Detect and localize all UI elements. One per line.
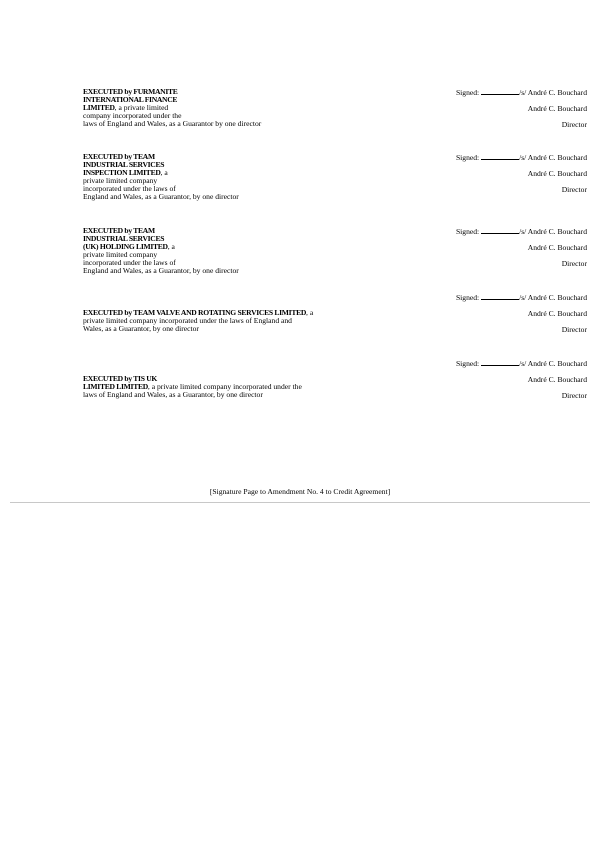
entity-desc-tail: , a private limited	[114, 103, 169, 112]
signatory-title: Director	[561, 120, 587, 129]
signature-area	[387, 359, 587, 400]
entity-name-line: EXECUTED by TEAM	[83, 226, 155, 235]
entity-desc-line: private limited company incorporated under the laws of England and	[83, 316, 292, 325]
signed-row	[387, 88, 587, 97]
signed-value: /s/ André C. Bouchard	[519, 359, 587, 368]
entity-name-line: LIMITED	[83, 103, 115, 112]
signed-row	[387, 293, 587, 302]
entity-desc-line: company incorporated under the	[83, 111, 182, 120]
signed-row	[387, 227, 587, 236]
entity-desc-line: private limited company	[83, 250, 158, 259]
entity-desc-line: laws of England and Wales, as a Guarantor, by one director	[83, 390, 263, 399]
signatory-name: André C. Bouchard	[527, 243, 587, 252]
signatory-title: Director	[561, 259, 587, 268]
signature-line	[481, 227, 519, 234]
entity-desc-line: incorporated under the laws of	[83, 258, 176, 267]
entity-desc-line: Wales, as a Guarantor, by one director	[83, 324, 199, 333]
signature-area	[387, 293, 587, 334]
entity-name-line: (UK) HOLDING LIMITED	[83, 242, 168, 251]
signed-value: /s/ André C. Bouchard	[519, 153, 587, 162]
signature-area	[387, 88, 587, 129]
entity-name-line: INDUSTRIAL SERVICES	[83, 160, 165, 169]
entity-description	[83, 88, 323, 128]
signatory-title: Director	[561, 185, 587, 194]
entity-name-line: EXECUTED by FURMANITE	[83, 87, 178, 96]
entity-name-line: LIMITED LIMITED	[83, 382, 148, 391]
entity-description	[83, 227, 323, 275]
signature-area	[387, 153, 587, 194]
entity-name-line: EXECUTED by TIS UK	[83, 374, 158, 383]
entity-name-line: INDUSTRIAL SERVICES	[83, 234, 165, 243]
signature-area	[387, 227, 587, 268]
entity-description	[83, 153, 323, 201]
entity-desc-tail: , a	[167, 242, 175, 251]
entity-name-line: EXECUTED by TEAM VALVE AND ROTATING SERVICES LIMITED	[83, 308, 307, 317]
page-divider	[10, 502, 590, 503]
signature-line	[481, 359, 519, 366]
entity-desc-tail: , a	[160, 168, 168, 177]
entity-desc-tail: , a private limited company incorporated under the	[147, 382, 302, 391]
signatory-name: André C. Bouchard	[527, 104, 587, 113]
page-footer: [Signature Page to Amendment No. 4 to Credit Agreement]	[209, 487, 391, 496]
signed-label: Signed:	[455, 153, 480, 162]
signed-value: /s/ André C. Bouchard	[519, 293, 587, 302]
signed-row	[387, 153, 587, 162]
signatory-title: Director	[561, 325, 587, 334]
signature-line	[481, 153, 519, 160]
signed-label: Signed:	[455, 293, 480, 302]
signature-line	[481, 88, 519, 95]
entity-description	[83, 375, 343, 399]
signed-value: /s/ André C. Bouchard	[519, 227, 587, 236]
signatory-title: Director	[561, 391, 587, 400]
entity-desc-line: incorporated under the laws of	[83, 184, 176, 193]
entity-desc-line: England and Wales, as a Guarantor, by one director	[83, 192, 239, 201]
signature-line	[481, 293, 519, 300]
entity-desc-line: laws of England and Wales, as a Guarantor by one director	[83, 119, 262, 128]
signed-value: /s/ André C. Bouchard	[519, 88, 587, 97]
signed-label: Signed:	[455, 88, 480, 97]
entity-desc-line: England and Wales, as a Guarantor, by one director	[83, 266, 239, 275]
entity-desc-tail: , a	[306, 308, 314, 317]
signatory-name: André C. Bouchard	[527, 309, 587, 318]
entity-description	[83, 309, 343, 333]
entity-name-line: INSPECTION LIMITED	[83, 168, 161, 177]
entity-name-line: EXECUTED by TEAM	[83, 152, 155, 161]
entity-desc-line: private limited company	[83, 176, 158, 185]
signed-label: Signed:	[455, 359, 480, 368]
signatory-name: André C. Bouchard	[527, 375, 587, 384]
entity-name-line: INTERNATIONAL FINANCE	[83, 95, 178, 104]
signed-row	[387, 359, 587, 368]
signatory-name: André C. Bouchard	[527, 169, 587, 178]
signed-label: Signed:	[455, 227, 480, 236]
